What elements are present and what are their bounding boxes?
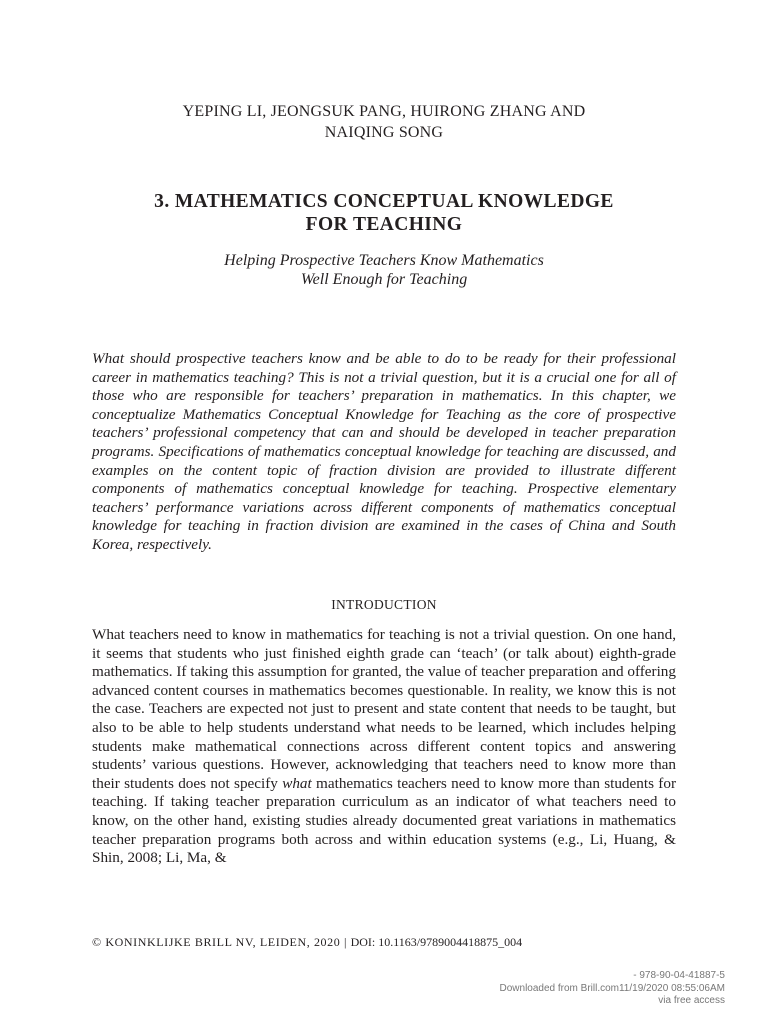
section-heading: INTRODUCTION	[331, 597, 437, 612]
watermark-line-1: - 978-90-04-41887-5	[633, 970, 725, 981]
author-list	[92, 101, 676, 143]
body-text-part-1: What teachers need to know in mathematics for teaching is not a trivial question. On one hand, it seems that students who just finished eighth grade can ‘teach’ (or talk about) eighth-grade mathematics. If taking this assumption for granted, the value of teacher preparation and offering advanced content courses in mathematics becomes questionable. In reality, we know this is not the case. Teachers are expected not just to present and state content that needs to be taught, but also to be able to help students understand what needs to be learned, which includes helping students make mathematical connections across different content topics and answering students’ various questions. However, acknowledging that teachers need to know more than their students does not specify	[92, 626, 676, 792]
body-text-part-2: mathematics teachers need to know more than students for teaching. If taking teacher preparation curriculum as an indicator of what teachers need to know, on the other hand, existing studies already documented great variations in mathematics teacher preparation programs both across and within education systems (e.g., Li, Huang, & Shin, 2008; Li, Ma, &	[92, 774, 676, 867]
chapter-subtitle-line-2: Well Enough for Teaching	[300, 271, 468, 288]
doi-text: DOI: 10.1163/9789004418875_004	[350, 935, 523, 949]
footer-separator: |	[343, 935, 347, 949]
watermark-line-3: via free access	[658, 995, 725, 1006]
author-line-1: YEPING LI, JEONGSUK PANG, HUIRONG ZHANG AND	[182, 103, 586, 120]
chapter-title	[92, 190, 676, 236]
body-emphasis: what	[282, 774, 312, 792]
watermark-line-2: Downloaded from Brill.com11/19/2020 08:55:06AM	[499, 982, 725, 994]
body-paragraph	[92, 626, 676, 868]
chapter-subtitle	[92, 251, 676, 289]
chapter-subtitle-line-1: Helping Prospective Teachers Know Mathematics	[224, 252, 544, 269]
author-line-2: NAIQING SONG	[324, 124, 444, 141]
download-watermark	[500, 970, 726, 1008]
chapter-title-line-1: 3. MATHEMATICS CONCEPTUAL KNOWLEDGE	[154, 191, 614, 212]
chapter-title-line-2: FOR TEACHING	[305, 214, 463, 235]
abstract: What should prospective teachers know and be able to do to be ready for their professional career in mathematics teaching? This is not a trivial question, but it is a crucial one for all of those who are responsible for teachers’ preparation in mathematics. In this chapter, we conceptualize Mathematics Conceptual Knowledge for Teaching as the core of prospective teachers’ professional competency that can and should be developed in teacher preparation programs. Specifications of mathematics conceptual knowledge for teaching are discussed, and examples on the content topic of fraction division are provided to illustrate different components of mathematics conceptual knowledge for teaching. Prospective elementary teachers’ performance variations across different components of mathematics conceptual knowledge for teaching in fraction division are examined in the cases of China and South Korea, respectively.	[92, 350, 676, 553]
copyright-footer	[92, 934, 692, 950]
copyright-text: © KONINKLIJKE BRILL NV, LEIDEN, 2020	[92, 935, 341, 949]
